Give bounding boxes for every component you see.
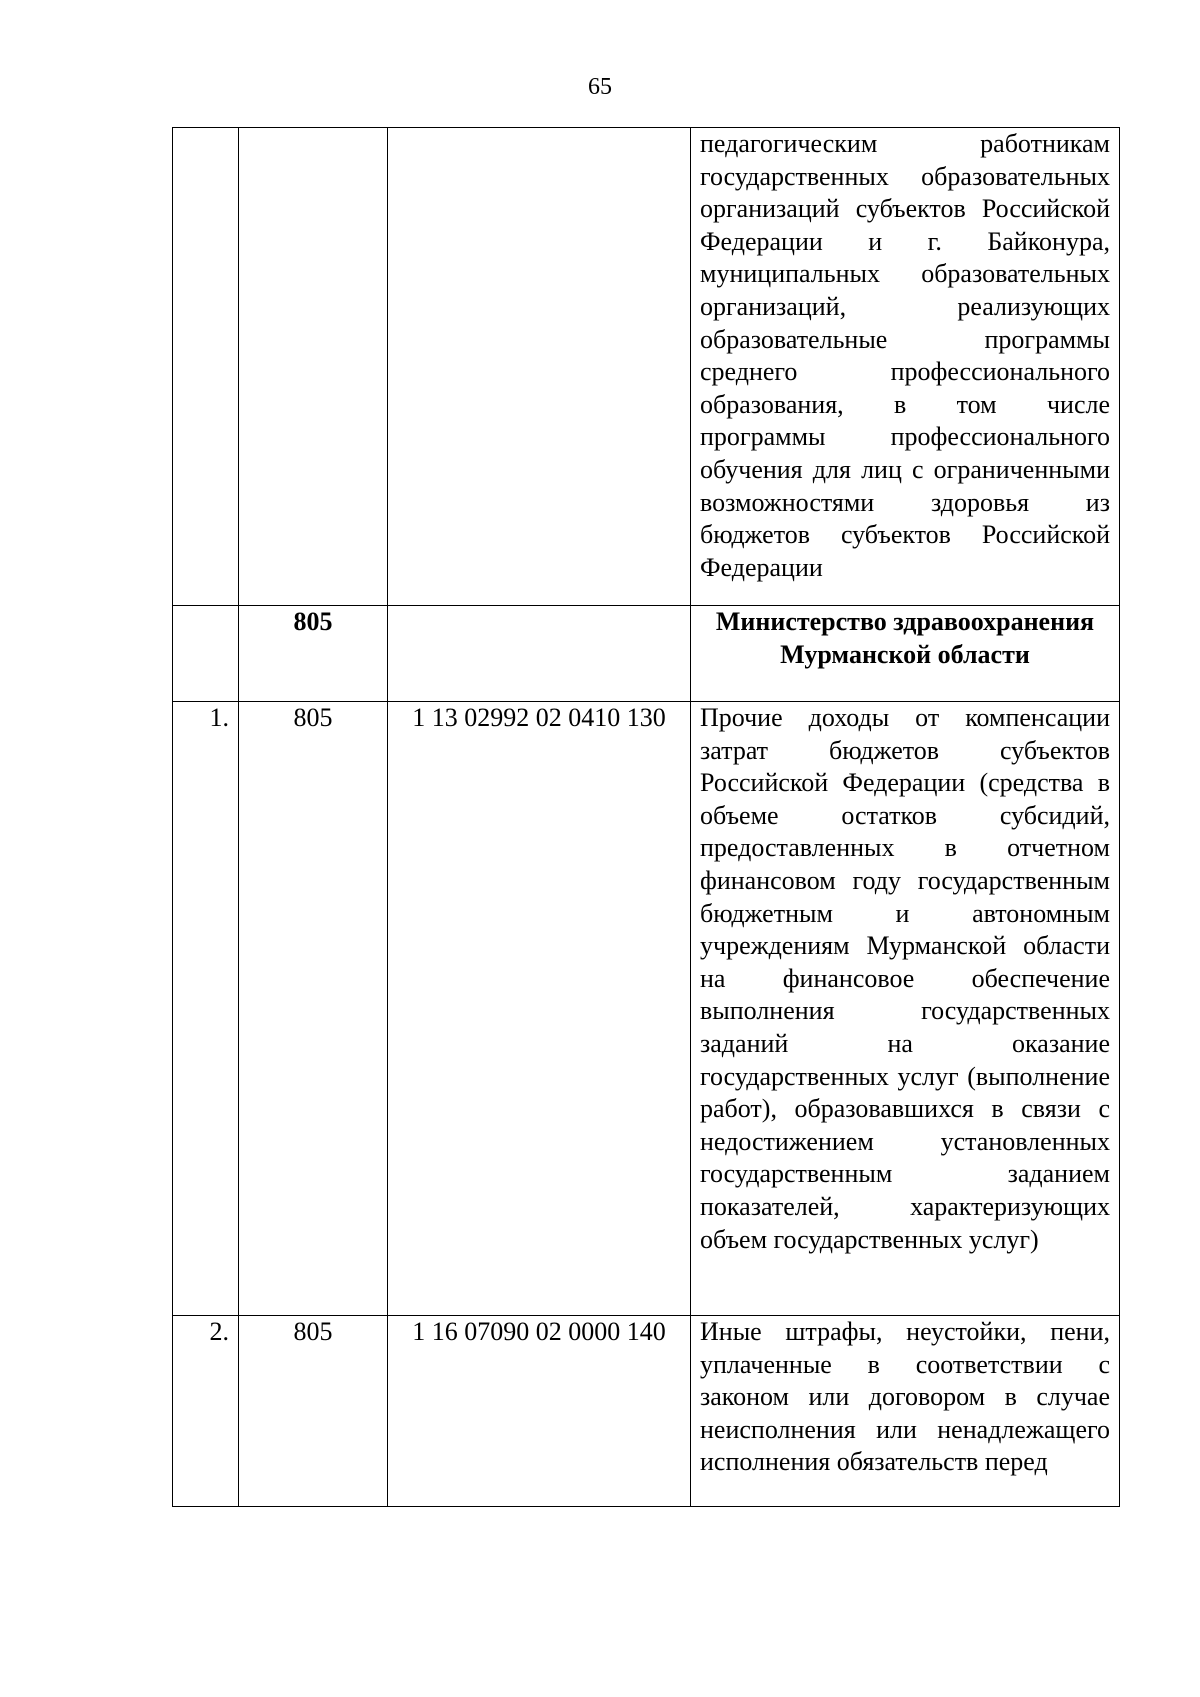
description-cell xyxy=(691,128,1120,606)
budget-code-cell xyxy=(388,128,691,606)
description-cell xyxy=(691,702,1120,1316)
budget-code-cell: 1 13 02992 02 0410 130 xyxy=(388,702,691,1316)
budget-code-cell xyxy=(388,606,691,702)
row-number-cell: 1. xyxy=(173,702,239,1316)
table-row xyxy=(173,1316,1120,1507)
table-row xyxy=(173,128,1120,606)
page-number: 65 xyxy=(588,74,612,100)
admin-code-cell: 805 xyxy=(239,1316,388,1507)
description-text: Прочие доходы от компенсации затрат бюджетов субъектов Российской Федерации (средства в объеме остатков субсидий, предоставленных в отчетном финансовом году государственным бюджетным и автономным учреждениям Мурманской области на финансовое обеспечение выполнения государственных заданий на оказание государственных услуг (выполнение работ), образовавшихся в связи с недостижением установленных государственным заданием показателей, характеризующих объем государственных услуг) xyxy=(700,703,1110,1254)
description-text: Иные штрафы, неустойки, пени, уплаченные в соответствии с законом или договором в случае неисполнения или ненадлежащего исполнения обязательств перед xyxy=(700,1317,1110,1477)
revenue-codes-table xyxy=(172,127,1120,1507)
admin-code-cell: 805 xyxy=(239,606,388,702)
budget-code-cell: 1 16 07090 02 0000 140 xyxy=(388,1316,691,1507)
admin-code-cell: 805 xyxy=(239,702,388,1316)
row-number-cell xyxy=(173,606,239,702)
row-number-cell: 2. xyxy=(173,1316,239,1507)
admin-code-cell xyxy=(239,128,388,606)
description-text: педагогическим работникам государственных образовательных организаций субъектов Российской Федерации и г. Байконура, муниципальных образовательных организаций, реализующих образовательные программы среднего профессионального образования, в том числе программы профессионального обучения для лиц с ограниченными возможностями здоровья из бюджетов субъектов Российской Федерации xyxy=(700,129,1110,582)
ministry-heading-cell: Министерство здравоохранения Мурманской области xyxy=(691,606,1120,702)
description-cell xyxy=(691,1316,1120,1507)
table-row xyxy=(173,606,1120,702)
table-row xyxy=(173,702,1120,1316)
row-number-cell xyxy=(173,128,239,606)
